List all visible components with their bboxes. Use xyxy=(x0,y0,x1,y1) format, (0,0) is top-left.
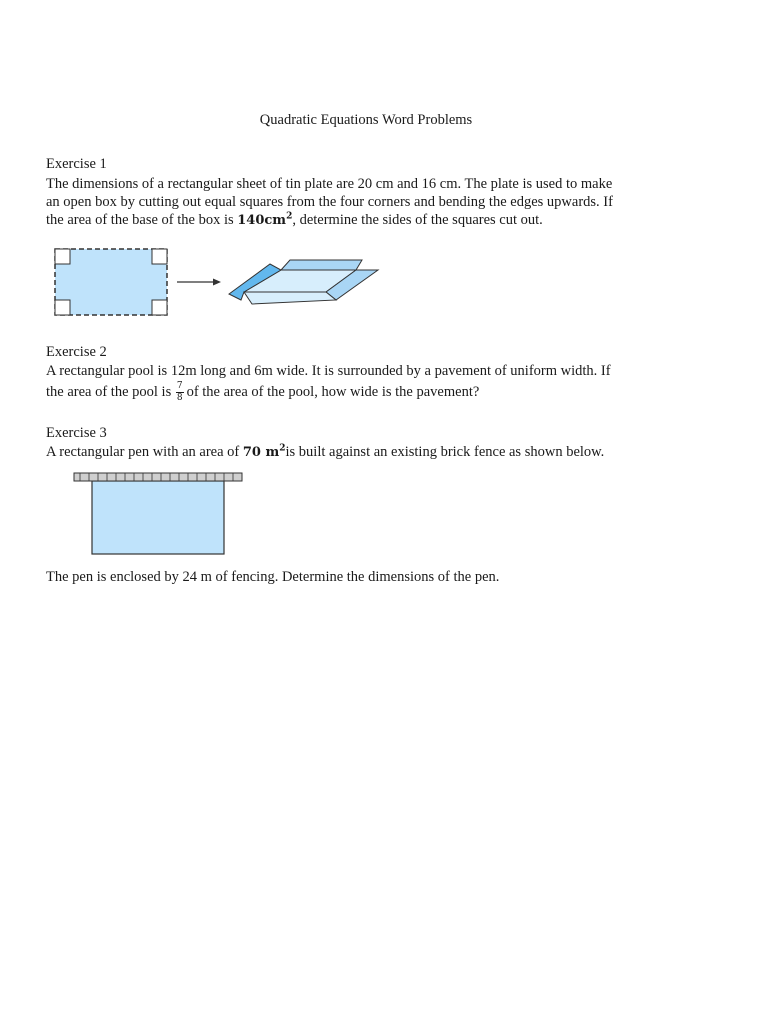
exercise-3-question xyxy=(46,568,716,586)
exercise-3-line-1 xyxy=(46,443,716,462)
fraction-seven-eighths xyxy=(176,382,184,403)
exercise-3-line-1-rest: is built against an existing brick fence as shown below. xyxy=(285,444,605,460)
exercise-1-line-2: an open box by cutting out equal squares from the four corners and bending the edges upwards. If xyxy=(46,194,613,210)
corner-square-top-left xyxy=(55,249,70,264)
exercise-2-line-2 xyxy=(46,382,716,403)
tin-sheet-diagram xyxy=(50,245,180,320)
exercise-3-text xyxy=(46,443,716,462)
exercise-1-line-1: The dimensions of a rectangular sheet of tin plate are 20 cm and 16 cm. The plate is used to make xyxy=(46,176,613,192)
corner-square-bottom-right xyxy=(152,300,167,315)
exercise-2-line-2-text: the area of the pool is xyxy=(46,383,175,400)
pen-diagram xyxy=(70,470,246,560)
corner-square-top-right xyxy=(152,249,167,264)
area-70-value xyxy=(243,445,286,460)
exercise-2-line-1: A rectangular pool is 12m long and 6m wide. It is surrounded by a pavement of uniform width. If xyxy=(46,363,611,379)
pen-area xyxy=(92,481,224,554)
area-140-base: 140cm xyxy=(237,213,287,228)
open-box-diagram xyxy=(226,256,382,308)
page-title: Quadratic Equations Word Problems xyxy=(259,112,473,128)
exercise-2-text xyxy=(46,362,716,403)
exercise-3-line-2: The pen is enclosed by 24 m of fencing. Determine the dimensions of the pen. xyxy=(46,569,500,585)
exercise-1-text xyxy=(46,175,716,230)
exercise-3-line-1-text: A rectangular pen with an area of xyxy=(46,444,243,460)
area-70-base: 70 m xyxy=(242,445,280,460)
exercise-1-line-3-rest: , determine the sides of the squares cut out. xyxy=(292,212,543,228)
brick-fence xyxy=(74,473,242,481)
exercise-2-heading: Exercise 2 xyxy=(46,344,107,360)
box-front-flap xyxy=(244,292,336,304)
tin-sheet xyxy=(55,249,167,315)
exercise-2-line-2-rest: of the area of the pool, how wide is the pavement? xyxy=(186,383,480,400)
corner-square-bottom-left xyxy=(55,300,70,315)
arrow-icon xyxy=(176,276,222,288)
fraction-denominator: 8 xyxy=(176,393,183,403)
area-140-value xyxy=(237,213,292,228)
exercise-1-line-3-text: the area of the base of the box is xyxy=(46,212,238,228)
fraction-numerator: 7 xyxy=(176,381,183,391)
box-back-flap xyxy=(281,260,362,270)
exercise-1-heading: Exercise 1 xyxy=(46,156,107,172)
area-70-exponent: 2 xyxy=(279,443,286,454)
exercise-3-heading: Exercise 3 xyxy=(46,425,107,441)
exercise-1-line-3 xyxy=(46,211,716,230)
area-140-exponent: 2 xyxy=(286,211,293,222)
